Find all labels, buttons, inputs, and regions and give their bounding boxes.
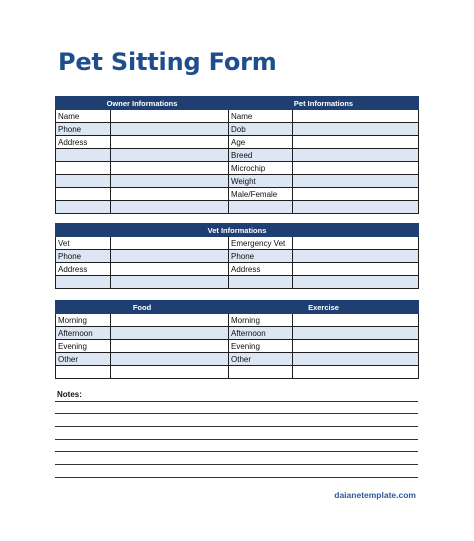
table-row xyxy=(56,188,419,201)
field-label xyxy=(56,201,111,214)
field-label xyxy=(56,276,111,289)
vet-table xyxy=(55,223,419,289)
table-row xyxy=(56,123,419,136)
notes-line[interactable] xyxy=(55,451,418,452)
notes-line[interactable] xyxy=(55,464,418,465)
page-title: Pet Sitting Form xyxy=(58,48,277,76)
field-label: Breed xyxy=(229,149,293,162)
field-value[interactable] xyxy=(293,237,419,250)
table-row xyxy=(56,237,419,250)
field-label: Morning xyxy=(56,314,111,327)
field-value[interactable] xyxy=(293,175,419,188)
table-row xyxy=(56,149,419,162)
field-label: Name xyxy=(56,110,111,123)
field-value[interactable] xyxy=(111,136,229,149)
owner-info-header: Owner Informations xyxy=(56,97,229,110)
notes-label: Notes: xyxy=(57,390,82,399)
food-exercise-table xyxy=(55,300,419,379)
notes-line[interactable] xyxy=(55,426,418,427)
field-value[interactable] xyxy=(293,276,419,289)
field-label xyxy=(56,149,111,162)
field-label: Dob xyxy=(229,123,293,136)
field-label xyxy=(229,276,293,289)
field-value[interactable] xyxy=(293,250,419,263)
field-label: Phone xyxy=(229,250,293,263)
field-value[interactable] xyxy=(111,201,229,214)
field-label: Emergency Vet xyxy=(229,237,293,250)
table-row xyxy=(56,175,419,188)
field-label: Phone xyxy=(56,123,111,136)
footer-site-name: daianetemplate.com xyxy=(334,490,416,500)
table-row xyxy=(56,250,419,263)
field-label: Afternoon xyxy=(229,327,293,340)
pet-info-header: Pet Informations xyxy=(229,97,419,110)
field-label: Address xyxy=(229,263,293,276)
field-value[interactable] xyxy=(111,188,229,201)
field-label: Afternoon xyxy=(56,327,111,340)
field-value[interactable] xyxy=(111,149,229,162)
table-row xyxy=(56,162,419,175)
field-value[interactable] xyxy=(111,276,229,289)
field-value[interactable] xyxy=(111,110,229,123)
table-row xyxy=(56,276,419,289)
field-value[interactable] xyxy=(111,250,229,263)
table-row xyxy=(56,353,419,366)
field-value[interactable] xyxy=(293,188,419,201)
table-row xyxy=(56,366,419,379)
field-value[interactable] xyxy=(293,263,419,276)
field-label: Morning xyxy=(229,314,293,327)
field-value[interactable] xyxy=(293,201,419,214)
field-label: Age xyxy=(229,136,293,149)
field-label: Other xyxy=(56,353,111,366)
table-row xyxy=(56,314,419,327)
field-label: Phone xyxy=(56,250,111,263)
field-label xyxy=(229,201,293,214)
field-label xyxy=(56,188,111,201)
food-header: Food xyxy=(56,301,229,314)
table-row xyxy=(56,201,419,214)
field-value[interactable] xyxy=(293,123,419,136)
field-value[interactable] xyxy=(111,340,229,353)
table-row xyxy=(56,263,419,276)
exercise-header: Exercise xyxy=(229,301,419,314)
field-label: Address xyxy=(56,136,111,149)
table-row xyxy=(56,327,419,340)
table-row xyxy=(56,110,419,123)
field-label xyxy=(56,175,111,188)
table-row xyxy=(56,340,419,353)
table-row xyxy=(56,136,419,149)
field-value[interactable] xyxy=(111,327,229,340)
field-value[interactable] xyxy=(111,366,229,379)
field-value[interactable] xyxy=(293,314,419,327)
field-label: Name xyxy=(229,110,293,123)
field-label: Vet xyxy=(56,237,111,250)
field-value[interactable] xyxy=(111,237,229,250)
field-value[interactable] xyxy=(111,123,229,136)
field-value[interactable] xyxy=(293,149,419,162)
owner-pet-table xyxy=(55,96,419,214)
notes-line[interactable] xyxy=(55,439,418,440)
field-label: Other xyxy=(229,353,293,366)
field-label xyxy=(229,366,293,379)
field-value[interactable] xyxy=(293,340,419,353)
field-value[interactable] xyxy=(293,110,419,123)
field-label xyxy=(56,162,111,175)
field-label: Evening xyxy=(229,340,293,353)
field-value[interactable] xyxy=(293,136,419,149)
field-label: Evening xyxy=(56,340,111,353)
field-value[interactable] xyxy=(111,314,229,327)
field-value[interactable] xyxy=(111,353,229,366)
field-value[interactable] xyxy=(293,353,419,366)
field-label: Male/Female xyxy=(229,188,293,201)
field-value[interactable] xyxy=(293,366,419,379)
field-label: Address xyxy=(56,263,111,276)
field-value[interactable] xyxy=(111,175,229,188)
field-value[interactable] xyxy=(293,327,419,340)
notes-line[interactable] xyxy=(55,401,418,402)
field-value[interactable] xyxy=(111,263,229,276)
field-label: Microchip xyxy=(229,162,293,175)
field-value[interactable] xyxy=(111,162,229,175)
field-label: Weight xyxy=(229,175,293,188)
field-label xyxy=(56,366,111,379)
field-value[interactable] xyxy=(293,162,419,175)
vet-info-header: Vet Informations xyxy=(56,224,419,237)
notes-line[interactable] xyxy=(55,477,418,478)
notes-line[interactable] xyxy=(55,413,418,414)
